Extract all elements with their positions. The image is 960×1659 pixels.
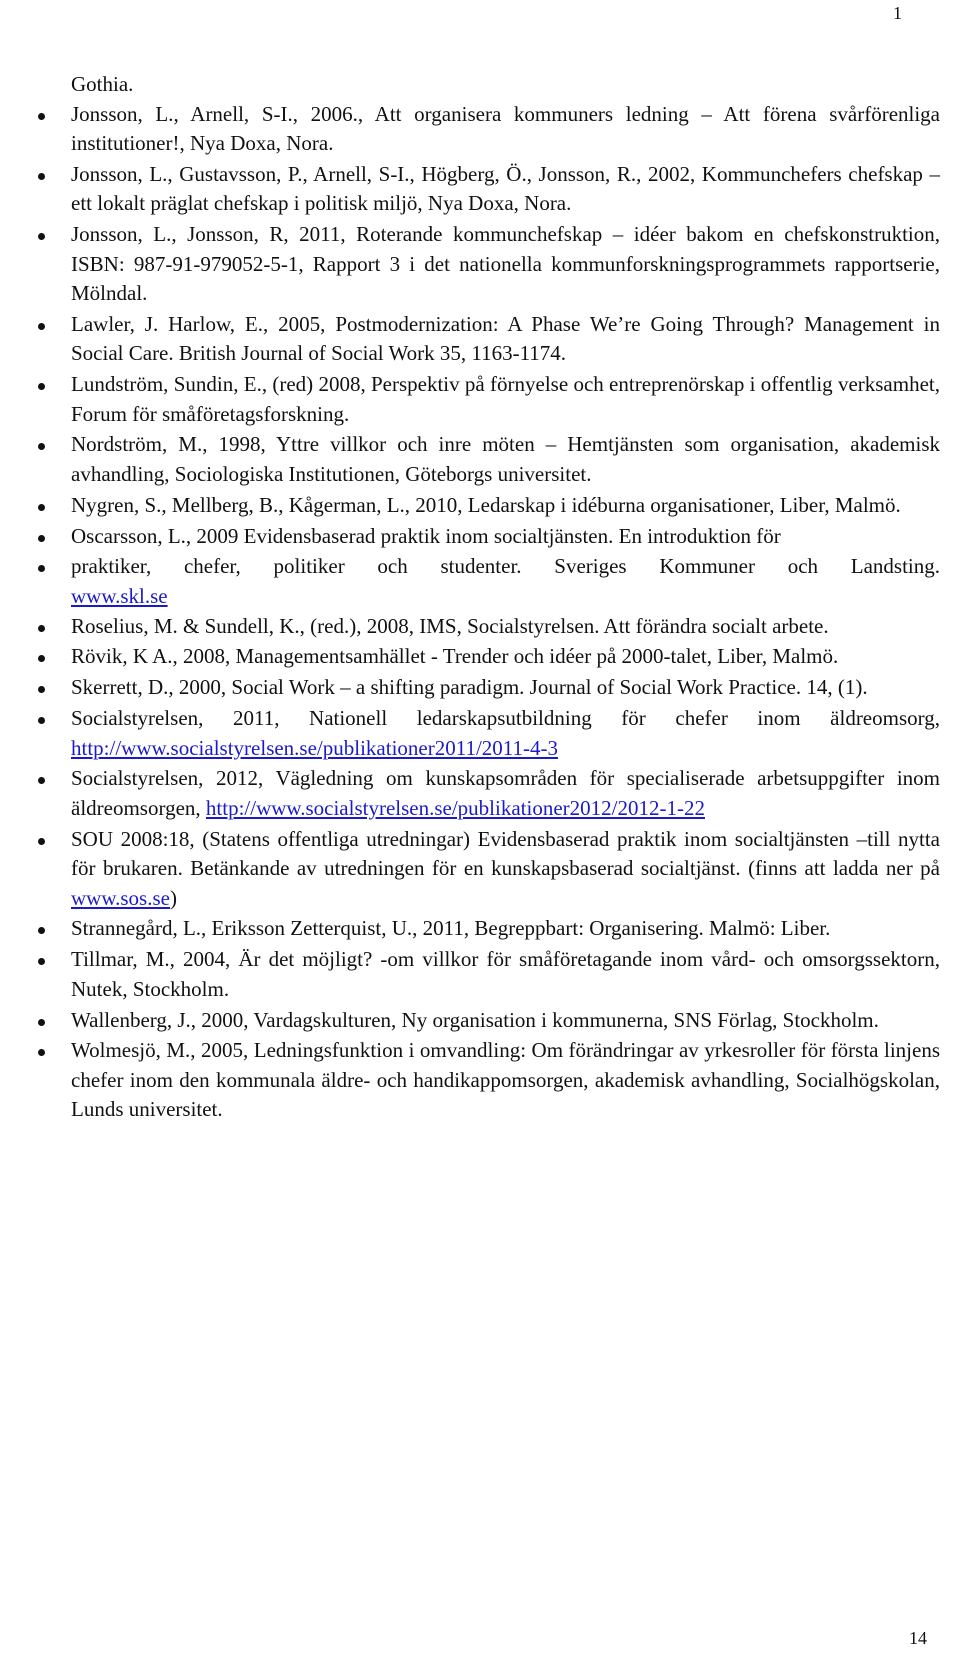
reference-item	[40, 100, 940, 159]
reference-text: Wolmesjö, M., 2005, Ledningsfunktion i omvandling: Om förändringar av yrkesroller för första linjens chefer inom den kommunala äldre- och handikappomsorgen, akademisk avhandling, Socialhögskolan, Lunds universitet.	[71, 1038, 940, 1122]
bullet-icon	[38, 655, 45, 662]
reference-item	[40, 673, 940, 703]
bullet-icon	[38, 504, 45, 511]
reference-list-section	[40, 70, 960, 1126]
reference-text: Jonsson, L., Gustavsson, P., Arnell, S-I., Högberg, Ö., Jonsson, R., 2002, Kommunchefers chefskap – ett lokalt präglat chefskap i politisk miljö, Nya Doxa, Nora.	[71, 161, 940, 216]
bullet-icon	[38, 958, 45, 965]
reference-text: Rövik, K A., 2008, Managementsamhället - Trender och idéer på 2000-talet, Liber, Malmö.	[71, 644, 839, 669]
continuation-link-line	[71, 582, 940, 612]
bullet-icon	[38, 535, 45, 542]
reference-item	[40, 945, 940, 1004]
reference-text: Socialstyrelsen, 2012, Vägledning om kunskapsområden för specialiserade arbetsuppgifter inom äldreomsorgen,	[71, 766, 940, 820]
reference-item	[40, 642, 940, 672]
reference-item	[40, 825, 940, 914]
bullet-icon	[38, 1019, 45, 1026]
reference-text: Tillmar, M., 2004, Är det möjligt? -om villkor för småföretagande inom vård- och omsorgssektorn, Nutek, Stockholm.	[71, 947, 940, 1001]
reference-text: Oscarsson, L., 2009 Evidensbaserad praktik inom socialtjänsten. En introduktion för	[71, 523, 781, 548]
continuation-text: Gothia.	[71, 72, 134, 96]
reference-text: Wallenberg, J., 2000, Vardagskulturen, Ny organisation i kommunerna, SNS Förlag, Stockholm.	[71, 1007, 879, 1032]
reference-text: Jonsson, L., Jonsson, R, 2011, Roterande kommunchefskap – idéer bakom en chefskonstruktion, ISBN: 987-91-979052-5-1, Rapport 3 i det nationella kommunforskningsprogrammets rapportserie, Mölndal.	[71, 222, 940, 306]
reference-item	[40, 310, 940, 369]
bullet-icon	[38, 443, 45, 450]
reference-item	[40, 220, 940, 309]
reference-item	[40, 491, 940, 521]
reference-text: )	[169, 885, 177, 910]
reference-item	[40, 764, 940, 823]
reference-text: Lawler, J. Harlow, E., 2005, Postmodernization: A Phase We’re Going Through? Management in Social Care. British Journal of Social Work 35, 1163-1174.	[71, 311, 940, 366]
reference-link[interactable]: www.skl.se	[71, 584, 168, 609]
bullet-icon	[38, 686, 45, 693]
bullet-icon	[38, 625, 45, 632]
reference-item	[40, 160, 940, 219]
reference-item	[40, 1036, 940, 1125]
reference-item	[40, 914, 940, 944]
reference-item	[40, 612, 940, 642]
page-number-bottom: 14	[909, 1628, 927, 1648]
reference-text: praktiker, chefer, politiker och studenter. Sveriges Kommuner och Landsting.	[71, 554, 940, 579]
bullet-icon	[38, 323, 45, 330]
reference-link[interactable]: http://www.socialstyrelsen.se/publikationer2011/2011-4-3	[71, 735, 558, 760]
reference-text: SOU 2008:18, (Statens offentliga utredningar) Evidensbaserad praktik inom socialtjänsten –till nytta för brukaren. Betänkande av utredningen för en kunskapsbaserad socialtjänst. (finns att ladda ner på	[71, 826, 940, 881]
reference-item	[40, 430, 940, 489]
bullet-icon	[38, 565, 45, 572]
bullet-icon	[38, 233, 45, 240]
reference-text: Roselius, M. & Sundell, K., (red.), 2008, IMS, Socialstyrelsen. Att förändra socialt arbete.	[71, 613, 829, 638]
bullet-icon	[38, 838, 45, 845]
reference-list	[40, 100, 960, 1125]
reference-item	[40, 370, 940, 429]
bullet-icon	[38, 927, 45, 934]
bullet-icon	[38, 1049, 45, 1056]
bullet-icon	[38, 173, 45, 180]
bullet-icon	[38, 113, 45, 120]
bullet-icon	[38, 717, 45, 724]
reference-item	[40, 1006, 940, 1036]
bullet-icon	[38, 777, 45, 784]
reference-item	[40, 704, 940, 763]
bullet-icon	[38, 383, 45, 390]
reference-link[interactable]: http://www.socialstyrelsen.se/publikationer2012/2012-1-22	[205, 795, 705, 820]
reference-link[interactable]: www.sos.se	[71, 885, 170, 910]
reference-text: Lundström, Sundin, E., (red) 2008, Perspektiv på förnyelse och entreprenörskap i offentlig verksamhet, Forum för småföretagsforskning.	[71, 372, 940, 426]
page-number-top: 1	[893, 3, 902, 23]
reference-item	[40, 522, 940, 552]
reference-text: Strannegård, L., Eriksson Zetterquist, U., 2011, Begreppbart: Organisering. Malmö: Liber.	[71, 916, 831, 941]
reference-text: Skerrett, D., 2000, Social Work – a shifting paradigm. Journal of Social Work Practice. 14, (1).	[71, 675, 868, 700]
reference-text: Socialstyrelsen, 2011, Nationell ledarskapsutbildning för chefer inom äldreomsorg,	[71, 706, 940, 731]
reference-text: Nordström, M., 1998, Yttre villkor och inre möten – Hemtjänsten som organisation, akademisk avhandling, Sociologiska Institutionen, Göteborgs universitet.	[71, 432, 940, 486]
reference-text: Nygren, S., Mellberg, B., Kågerman, L., 2010, Ledarskap i idéburna organisationer, Liber, Malmö.	[71, 492, 901, 517]
reference-text: Jonsson, L., Arnell, S-I., 2006., Att organisera kommuners ledning – Att förena svårförenliga institutioner!, Nya Doxa, Nora.	[71, 101, 940, 155]
reference-item	[40, 552, 940, 582]
